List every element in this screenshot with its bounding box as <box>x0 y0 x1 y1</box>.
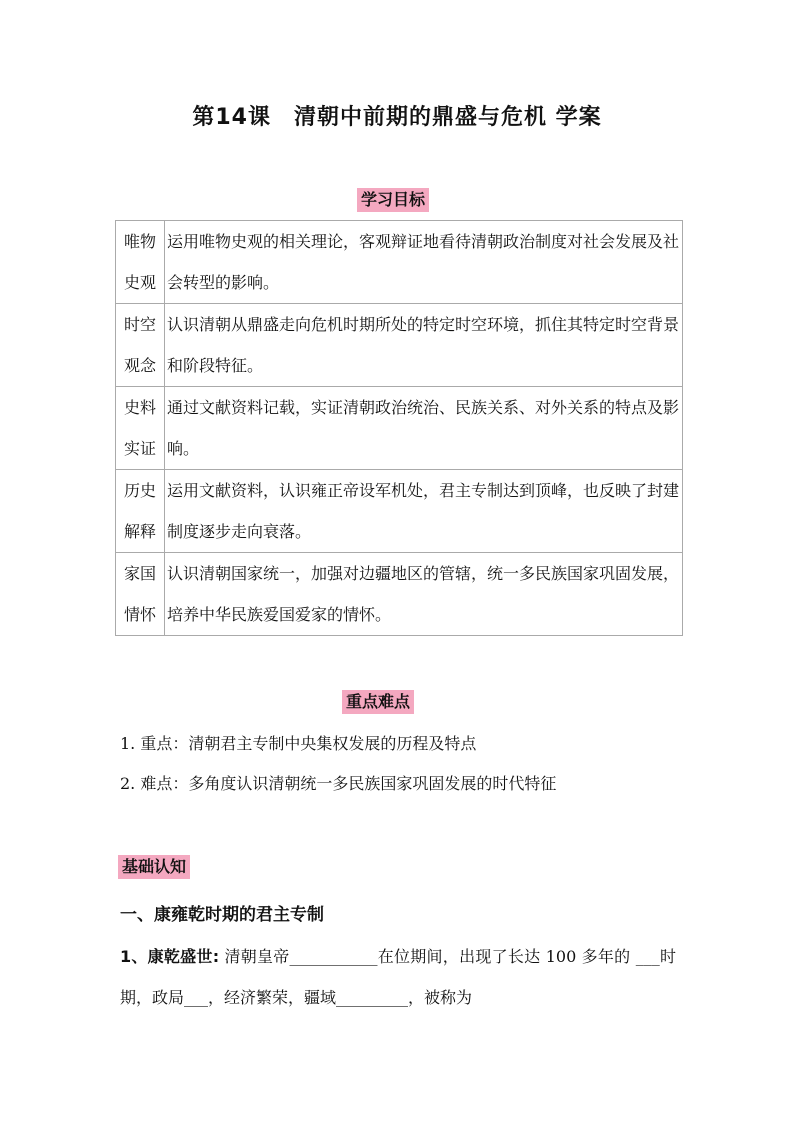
question-paragraph <box>120 936 676 1018</box>
goal-key: 时空观念 <box>116 304 165 387</box>
table-row <box>116 221 683 304</box>
goal-key: 家国情怀 <box>116 553 165 636</box>
section-title: 一、康雍乾时期的君主专制 <box>120 905 324 925</box>
table-row <box>116 387 683 470</box>
difficult-point: 2. 难点：多角度认识清朝统一多民族国家巩固发展的时代特征 <box>120 774 557 793</box>
question-label: 1、康乾盛世: <box>120 947 220 966</box>
goal-key: 历史解释 <box>116 470 165 553</box>
table-row <box>116 553 683 636</box>
key-points-heading: 重点难点 <box>342 690 414 714</box>
page-title: 第14课 清朝中前期的鼎盛与危机 学案 <box>192 105 602 130</box>
goal-text: 认识清朝从鼎盛走向危机时期所处的特定时空环境，抓住其特定时空背景和阶段特征。 <box>165 304 683 387</box>
goal-text: 认识清朝国家统一，加强对边疆地区的管辖，统一多民族国家巩固发展，培养中华民族爱国爱家的情怀。 <box>165 553 683 636</box>
question-text: 清朝皇帝___________在位期间，出现了长达 100 多年的 ___时期，政局___，经济繁荣，疆域_________，被称为 <box>120 947 676 1007</box>
basic-knowledge-heading: 基础认知 <box>118 855 190 879</box>
learning-goals-table <box>115 220 683 636</box>
goal-key: 史料实证 <box>116 387 165 470</box>
table-row <box>116 470 683 553</box>
goal-text: 运用唯物史观的相关理论，客观辩证地看待清朝政治制度对社会发展及社会转型的影响。 <box>165 221 683 304</box>
table-row <box>116 304 683 387</box>
goal-key: 唯物史观 <box>116 221 165 304</box>
key-point: 1. 重点：清朝君主专制中央集权发展的历程及特点 <box>120 734 477 753</box>
goal-text: 通过文献资料记载，实证清朝政治统治、民族关系、对外关系的特点及影响。 <box>165 387 683 470</box>
goal-text: 运用文献资料，认识雍正帝设军机处，君主专制达到顶峰，也反映了封建制度逐步走向衰落。 <box>165 470 683 553</box>
learning-goals-heading: 学习目标 <box>357 188 429 212</box>
